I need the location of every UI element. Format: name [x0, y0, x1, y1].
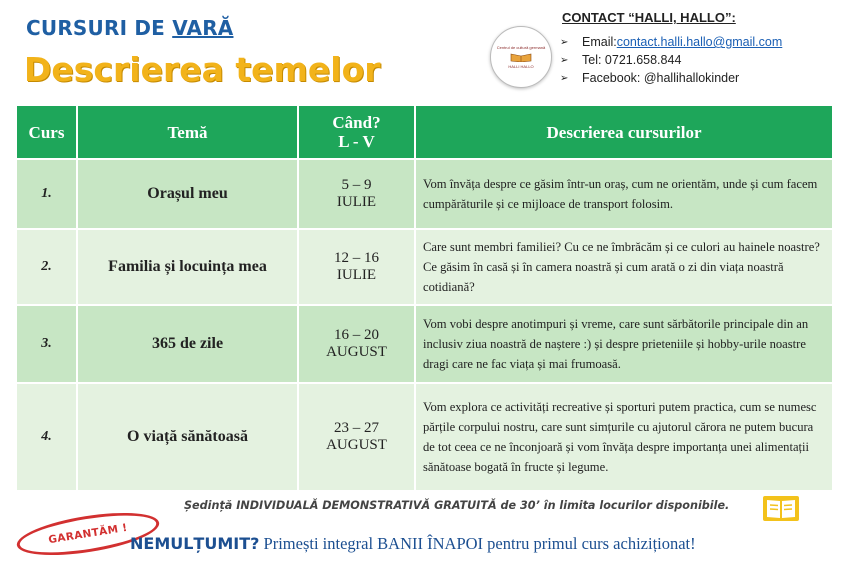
header-when-line1: Când? [332, 113, 381, 132]
course-topic: Familia și locuința mea [77, 229, 298, 305]
open-book-icon [762, 493, 800, 523]
header-when [298, 105, 415, 159]
page-title: Descrierea temelor [24, 50, 381, 89]
course-description: Vom explora ce activități recreative și sporturi putem practica, cum se numesc părțile corpului nostru, care sunt simțurile cu ajutorul cărora ne putem bucura de tot ceea ce ne înconjoară și vom învăța despre importanța unei alimentații sănătoase bogată în fructe și legume. [415, 383, 833, 491]
course-dates [298, 305, 415, 383]
email-label: Email: [582, 35, 617, 49]
facebook-text: Facebook: @hallihallokinder [582, 71, 740, 85]
course-topic: 365 de zile [77, 305, 298, 383]
arrow-bullet-icon: ➢ [560, 54, 569, 66]
course-description: Vom învăța despre ce găsim într-un oraș, cum ne orientăm, unde și cum facem cumpărăturile și ce mijloace de transport folosim. [415, 159, 833, 229]
table-row [16, 159, 833, 229]
logo-text-bottom: HALLI HALLO [508, 64, 534, 69]
date-month: IULIE [336, 194, 377, 210]
course-number: 3. [16, 305, 77, 383]
logo-text-top: Centrul de cultură germană [496, 45, 546, 50]
header-topic: Temă [77, 105, 298, 159]
course-number: 1. [16, 159, 77, 229]
date-range: 23 – 27 [334, 420, 379, 436]
contact-phone-row [560, 51, 782, 69]
date-range: 12 – 16 [334, 250, 379, 266]
date-month: AUGUST [326, 437, 387, 453]
course-number: 2. [16, 229, 77, 305]
summer-word: VARĂ [172, 16, 234, 40]
date-month: AUGUST [326, 344, 387, 360]
summer-courses-label [26, 16, 233, 40]
arrow-bullet-icon: ➢ [560, 72, 569, 84]
date-range: 5 – 9 [341, 177, 372, 193]
guarantee-stamp-text: GARANTĂM ! [47, 521, 129, 547]
date-range: 16 – 20 [334, 327, 379, 343]
logo [490, 26, 552, 88]
contact-block [562, 10, 782, 87]
header-when-line2: L - V [338, 132, 375, 151]
course-description: Vom vobi despre anotimpuri și vreme, care sunt sărbătorile principale din an inclusiv ziua noastră de naștere :) și despre prieteniile și hobby-urile noastre dragi care ne fac viața și mai frumoasă. [415, 305, 833, 383]
date-month: IULIE [336, 267, 377, 283]
header-course: Curs [16, 105, 77, 159]
contact-email-row [560, 33, 782, 51]
email-link[interactable]: contact.halli.hallo@gmail.com [616, 35, 783, 49]
logo-book-icon [510, 52, 532, 62]
contact-heading: CONTACT “HALLI, HALLO”: [562, 10, 736, 25]
course-topic: Orașul meu [77, 159, 298, 229]
header-description: Descrierea cursurilor [415, 105, 833, 159]
arrow-bullet-icon: ➢ [560, 36, 569, 48]
money-back-text: Primești integral BANII ÎNAPOI pentru primul curs achiziționat! [259, 534, 696, 553]
course-topic: O viață sănătoasă [77, 383, 298, 491]
course-description: Care sunt membri familiei? Cu ce ne îmbrăcăm și ce culori au hainele noastre? Ce găsim în casă și în camera noastră și cum arată o zi din viața noastră cotidiană? [415, 229, 833, 305]
table-header-row [16, 105, 833, 159]
course-dates [298, 159, 415, 229]
table-row [16, 305, 833, 383]
course-schedule-table [15, 104, 834, 492]
summer-courses-prefix: CURSURI DE [26, 16, 173, 40]
unhappy-question: NEMULȚUMIT? [130, 534, 260, 553]
course-dates [298, 229, 415, 305]
free-session-note: Ședință INDIVIDUALĂ DEMONSTRATIVĂ GRATUITĂ de 30’ în limita locurilor disponibile. [184, 499, 730, 512]
table-row [16, 383, 833, 491]
course-number: 4. [16, 383, 77, 491]
contact-facebook-row [560, 69, 782, 87]
course-dates [298, 383, 415, 491]
table-row [16, 229, 833, 305]
money-back-note [130, 534, 696, 554]
phone-text: Tel: 0721.658.844 [582, 53, 682, 67]
